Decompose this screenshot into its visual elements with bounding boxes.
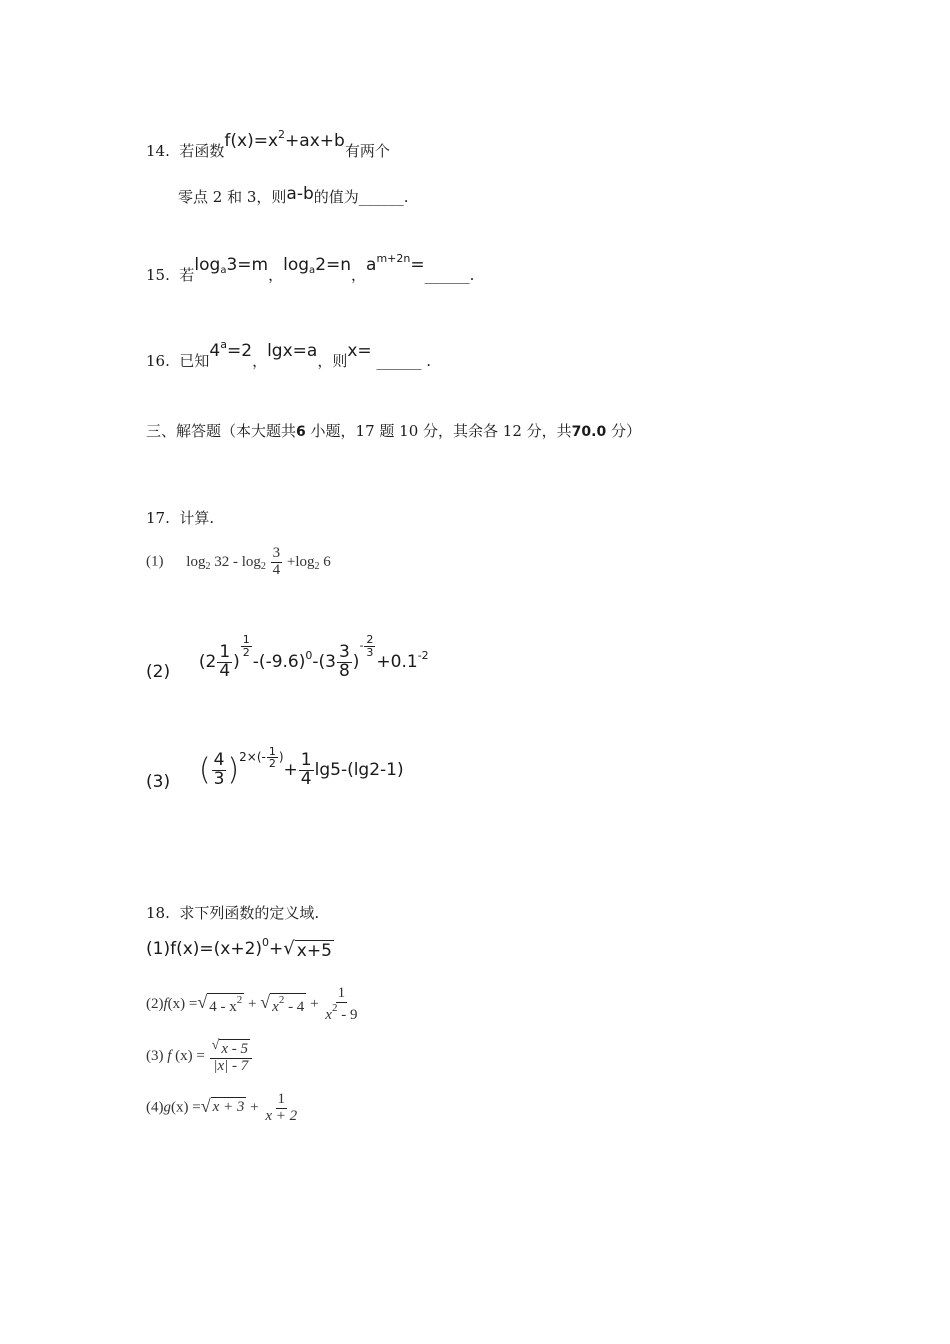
formula-a-b: a-b bbox=[286, 184, 314, 204]
formula-fx: $f(x)=x^2+ax+b$ bbox=[224, 128, 345, 151]
question-number: 17. bbox=[146, 509, 170, 527]
question-15: 15. 若$\log_a3=m$，$\log_a2=n$，$a^{m+2n}=\_\_\_\_\_\_$. bbox=[146, 252, 475, 284]
q17-part2 bbox=[146, 630, 429, 683]
part-label: (2) bbox=[146, 662, 171, 683]
formula-log-sum: $\log_2 32 - \log_2$ $\frac{3}{4}$ $+\log_2$ 6 bbox=[186, 545, 331, 578]
question-number: 16. bbox=[146, 352, 170, 370]
q18-part1: $(1)f(x)=(x+2)^0+$ √ x+5 bbox=[146, 936, 332, 961]
answer-blank: ______. bbox=[358, 188, 409, 206]
q18-part3: (3) f (x) = √ x - 5 |x| - 7 bbox=[146, 1038, 253, 1075]
formula-x: x= bbox=[347, 341, 372, 361]
q18-part4: (4)g(x) = √ x + 3 + $\frac{1}{x + 2}$ bbox=[146, 1091, 298, 1124]
q17-part3 bbox=[146, 744, 404, 793]
formula-log-a-2: $\log_a2=n$ bbox=[283, 255, 352, 276]
q17-part1 bbox=[146, 546, 331, 579]
question-18: 18. 求下列函数的定义域. bbox=[146, 904, 320, 922]
part-label: (3) bbox=[146, 772, 171, 793]
answer-blank: ______. bbox=[424, 266, 475, 284]
question-number: 14. bbox=[146, 142, 170, 160]
formula-fraction-power: ( $\frac{4}{3}$ )$^{2\times(- \frac{1}{2} )}$+ $\frac{1}{4}$ lg5-(lg2-1) bbox=[198, 744, 404, 789]
section-heading: 三、解答题（本大题共6 小题，17 题 10 分，其余各 12 分，共70.0 分） bbox=[146, 422, 641, 440]
question-16: 16. 已知$4^a=2$，lgx=a，则x= ______ . bbox=[146, 338, 432, 370]
formula-a-power: $a^{m+2n}=$ bbox=[366, 252, 425, 275]
question-14-line1: 14. 若函数$f(x)=x^2+ax+b$有两个 bbox=[146, 128, 390, 160]
part-label: (1) bbox=[146, 553, 164, 570]
formula-lgx: lgx=a bbox=[267, 341, 318, 361]
q18-part2: (2)f(x) = √ $4 - x^2$ + √ $x^2 - 4$ + $\frac{1}{x^2 - 9}$ bbox=[146, 985, 358, 1023]
sqrt-x-plus-5: √ x+5 bbox=[283, 938, 332, 961]
question-number: 15. bbox=[146, 266, 170, 284]
question-14-line2: 零点 2 和 3，则a-b的值为______. bbox=[178, 184, 409, 206]
formula-log-a-3: $\log_a3=m$ bbox=[194, 255, 269, 276]
formula-power-expression: (2 $\frac{1}{4}$ ) $\frac{1}{2}$ $-(-9.6)^0-(3$ $\frac{3}{8}$ )- $\frac{2}{3}$ $+0.1^{-2}$ bbox=[198, 633, 429, 681]
formula-4-power-a: $4^a=2$ bbox=[209, 338, 253, 361]
question-number: 18. bbox=[146, 904, 170, 922]
question-17: 17. 计算. bbox=[146, 509, 215, 527]
answer-blank: ______ bbox=[376, 352, 422, 370]
